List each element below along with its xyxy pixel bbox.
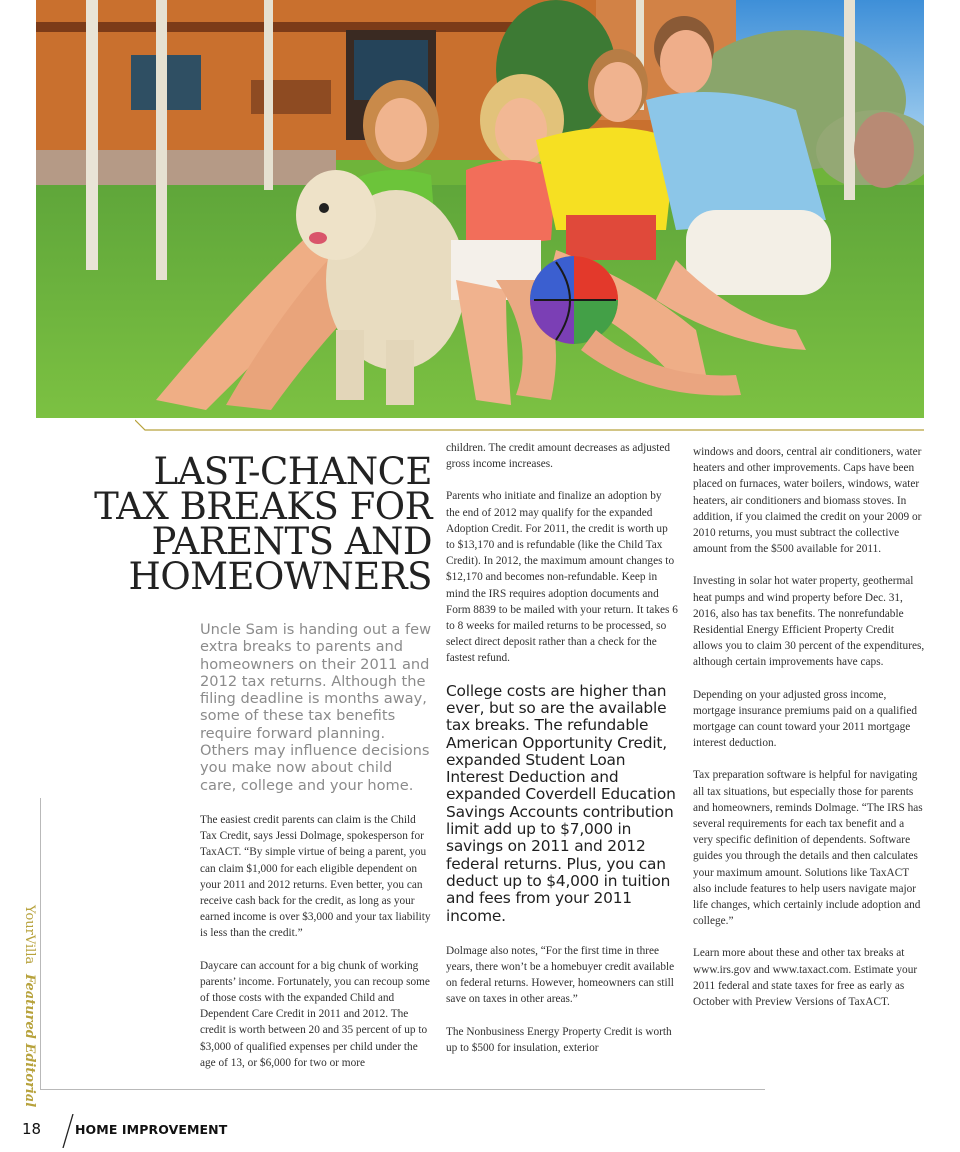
- article-headline: [80, 450, 432, 598]
- page-number: 18: [22, 1120, 42, 1138]
- article-column-3: [693, 444, 925, 1010]
- horizontal-divider: [40, 1089, 765, 1090]
- body-paragraph: children. The credit amount decreases as adjusted gross income increases.: [446, 442, 671, 471]
- side-label-brand: YourVilla: [22, 905, 37, 965]
- section-side-label: [22, 905, 37, 1108]
- footer-section-name: HOME IMPROVEMENT: [75, 1122, 228, 1137]
- hero-photo-family-on-lawn: [36, 0, 924, 418]
- photo-accent-rule: [135, 418, 924, 432]
- headline-line: LAST-CHANCE: [153, 450, 432, 493]
- vertical-divider: [40, 798, 41, 1090]
- body-paragraph: Learn more about these and other tax breaks at www.irs.gov and www.taxact.com. Estimate your 2011 federal and state taxes for free as early as October with Preview Versions of TaxACT.: [693, 947, 918, 1009]
- basketball: [530, 256, 618, 344]
- body-paragraph: windows and doors, central air conditioners, water heaters and other improvements. Caps have been placed on furnaces, water boilers, windows, water heaters, air conditioners and biomass stoves. In addition, if you claimed the credit on your 2009 or 2010 returns, you must subtract the collective amount from the $500 available for 2011.: [693, 446, 922, 556]
- body-paragraph: Depending on your adjusted gross income, mortgage insurance premiums paid on a qualified mortgage can count toward your 2011 mortgage interest deduction.: [693, 688, 917, 750]
- body-paragraph: Investing in solar hot water property, geothermal heat pumps and wind property before Dec. 31, 2016, also has tax benefits. The nonrefundable Residential Energy Efficient Property Credit allows you to claim 30 percent of the expenditures, although certain improvements have caps.: [693, 575, 925, 669]
- article-column-1: [200, 812, 432, 1071]
- pull-quote: College costs are higher than ever, but so are the available tax breaks. The refundable American Opportunity Credit, expanded Student Loan Interest Deduction and expanded Coverdell Education Savings Accounts contribution limit add up to $7,000 in savings on 2011 and 2012 federal returns. Plus, you can deduct up to $4,000 in tuition and fees from your 2011 income.: [446, 681, 676, 925]
- body-paragraph: Daycare can account for a big chunk of working parents’ income. Fortunately, you can recoup some of those costs with the expanded Child and Dependent Care Credit in 2011 and 2012. The credit is worth between 20 and 35 percent of up to $3,000 of qualified expenses per child under the age of 13, or $6,000 for two or more: [200, 959, 430, 1069]
- body-paragraph: Tax preparation software is helpful for navigating all tax situations, but especially those for parents and homeowners, reminds Dolmage. “The IRS has several requirements for each tax benefit and a very specific definition of dependents. Software guides you through the details and then calculates your maximum amount. Solutions like TaxACT also include features to help users navigate major life changes, which certainly include adoption and college.”: [693, 769, 923, 928]
- body-paragraph: Parents who initiate and finalize an adoption by the end of 2012 may qualify for the expanded Adoption Credit. For 2011, the credit is worth up to $13,170 and is refundable (like the Child Tax Credit). In 2012, the maximum amount changes to $12,170 and becomes non-refundable. Keep in mind the IRS requires adoption documents and Form 8839 to be mailed with your return. It takes 6 to 8 weeks for mailed returns to be processed, so select direct deposit rather than a check for the fastest refund.: [446, 490, 678, 665]
- body-paragraph: The Nonbusiness Energy Property Credit is worth up to $500 for insulation, exterior: [446, 1025, 672, 1054]
- article-deck: Uncle Sam is handing out a few extra breaks to parents and homeowners on their 2011 and 2012 tax returns. Although the filing deadline is months away, some of these tax benefits require forward planning. Others may influence decisions you make now about child care, college and your home.: [200, 621, 432, 794]
- headline-line: HOMEOWNERS: [128, 555, 432, 598]
- body-paragraph: The easiest credit parents can claim is the Child Tax Credit, says Jessi Dolmage, spokesperson for TaxACT. “By simple virtue of being a parent, you can claim $1,000 for each eligible dependent on your 2011 and 2012 returns. Even better, you can receive cash back for the credit, as long as your earned income is over $3,000 and your tax liability is less than the credit.”: [200, 814, 431, 940]
- article-column-2: [446, 440, 678, 1056]
- headline-line: TAX BREAKS FOR: [94, 485, 432, 528]
- page-footer: [22, 1118, 322, 1144]
- hero-photo-illustration: [36, 0, 924, 418]
- side-label-featured: Featured Editorial: [22, 974, 37, 1108]
- body-paragraph: Dolmage also notes, “For the first time in three years, there won’t be a homebuyer credit available on federal returns. However, homeowners can still save on taxes in other areas.”: [446, 944, 675, 1006]
- headline-line: PARENTS AND: [151, 520, 432, 563]
